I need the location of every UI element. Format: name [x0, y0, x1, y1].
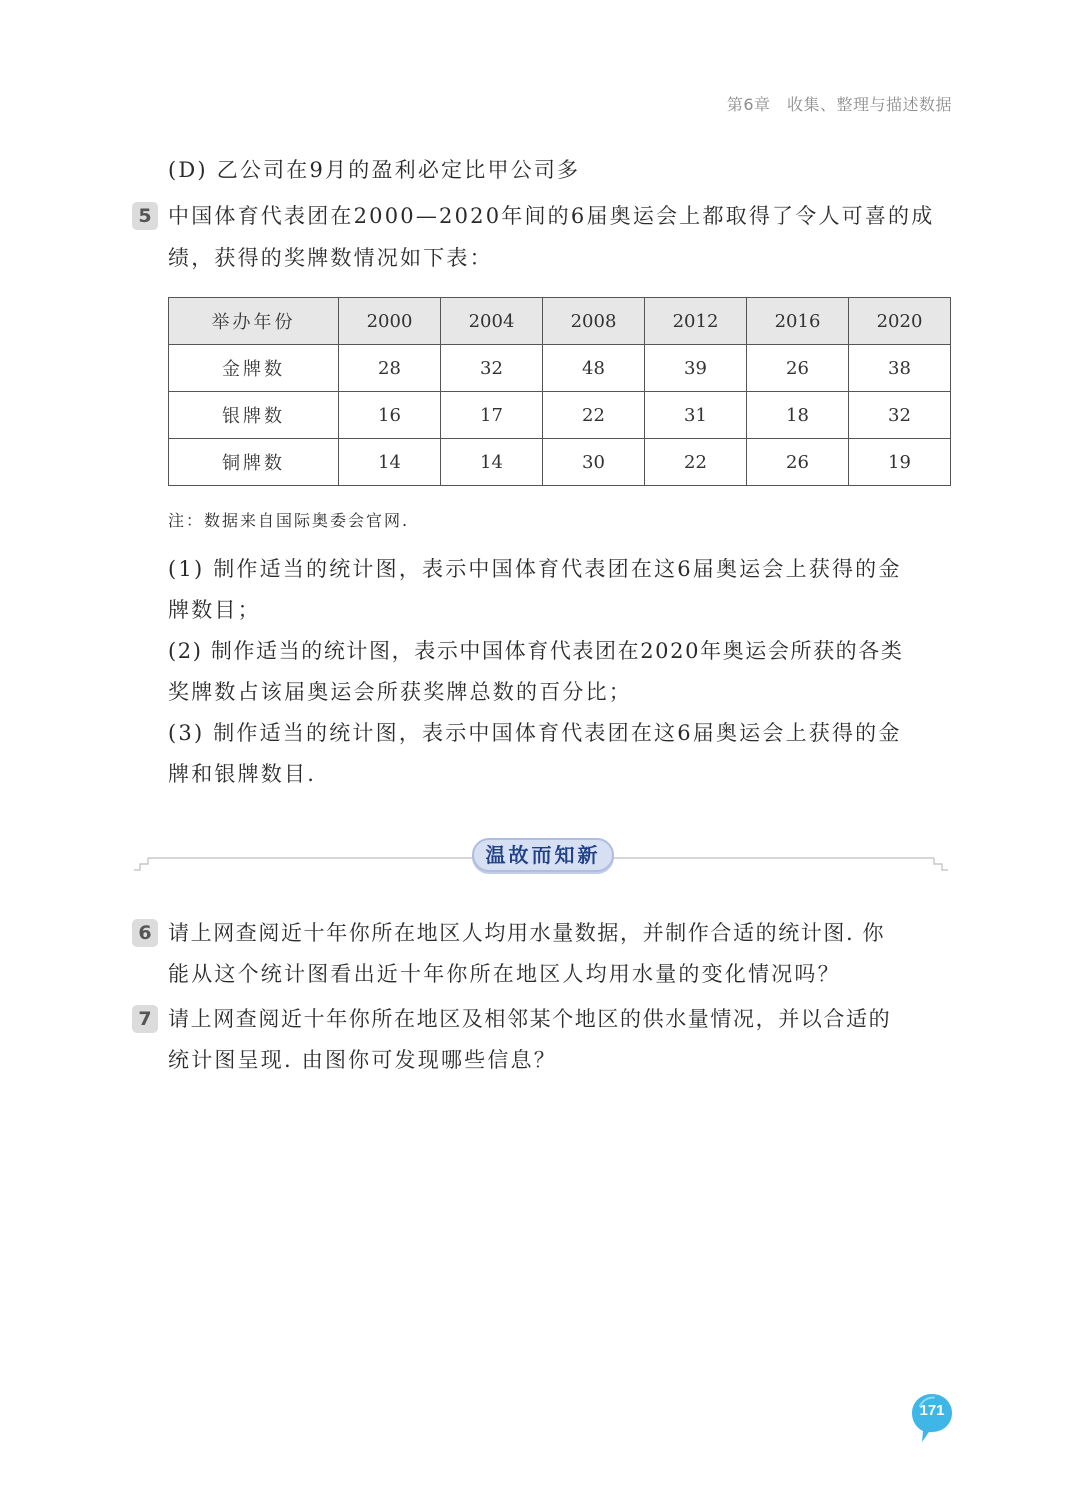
- table-header-cell: 2004: [441, 298, 543, 345]
- subquestion-1-line-2: 牌数目；: [168, 598, 261, 622]
- table-row: [169, 392, 951, 439]
- table-cell: 19: [849, 439, 951, 486]
- table-cell: 38: [849, 345, 951, 392]
- table-cell: 17: [441, 392, 543, 439]
- table-header-cell: 举办年份: [169, 298, 339, 345]
- table-header-cell: 2020: [849, 298, 951, 345]
- question-number-5: 5: [132, 202, 158, 230]
- table-note: 注：数据来自国际奥委会官网.: [168, 511, 410, 530]
- question-number-6: 6: [132, 919, 158, 947]
- subquestion-2-line-2: 奖牌数占该届奥运会所获奖牌总数的百分比；: [168, 680, 632, 704]
- table-cell: 48: [543, 345, 645, 392]
- table-cell: 30: [543, 439, 645, 486]
- table-header-row: [169, 298, 951, 345]
- table-cell: 22: [543, 392, 645, 439]
- option-d: (D) 乙公司在9月的盈利必定比甲公司多: [168, 158, 581, 182]
- table-header-cell: 2008: [543, 298, 645, 345]
- table-cell: 32: [441, 345, 543, 392]
- question-7-line-1: 请上网查阅近十年你所在地区及相邻某个地区的供水量情况，并以合适的: [168, 1007, 892, 1031]
- table-cell: 26: [747, 439, 849, 486]
- subquestion-3-line-1: (3) 制作适当的统计图，表示中国体育代表团在这6届奥运会上获得的金: [168, 721, 902, 745]
- chapter-header: 第6章 收集、整理与描述数据: [726, 95, 952, 114]
- subquestion-1-line-1: (1) 制作适当的统计图，表示中国体育代表团在这6届奥运会上获得的金: [168, 557, 902, 581]
- question-5-line-1: 中国体育代表团在2000—2020年间的6届奥运会上都取得了令人可喜的成: [168, 204, 935, 228]
- table-header-cell: 2016: [747, 298, 849, 345]
- table-row: [169, 439, 951, 486]
- table-row: [169, 345, 951, 392]
- question-number-7: 7: [132, 1005, 158, 1033]
- page-number-badge: [910, 1392, 954, 1444]
- table-cell: 18: [747, 392, 849, 439]
- table-cell: 铜牌数: [169, 439, 339, 486]
- table-cell: 金牌数: [169, 345, 339, 392]
- table-cell: 31: [645, 392, 747, 439]
- subquestion-2-line-1: (2) 制作适当的统计图，表示中国体育代表团在2020年奥运会所获的各类: [168, 639, 904, 663]
- table-cell: 32: [849, 392, 951, 439]
- table-cell: 14: [339, 439, 441, 486]
- table-cell: 银牌数: [169, 392, 339, 439]
- table-cell: 16: [339, 392, 441, 439]
- table-cell: 39: [645, 345, 747, 392]
- table-cell: 28: [339, 345, 441, 392]
- table-cell: 22: [645, 439, 747, 486]
- table-cell: 26: [747, 345, 849, 392]
- question-6-line-1: 请上网查阅近十年你所在地区人均用水量数据，并制作合适的统计图. 你: [168, 921, 886, 945]
- medal-table: [168, 297, 951, 486]
- subquestion-3-line-2: 牌和银牌数目.: [168, 762, 317, 786]
- table-header-cell: 2000: [339, 298, 441, 345]
- question-6-line-2: 能从这个统计图看出近十年你所在地区人均用水量的变化情况吗？: [168, 962, 841, 986]
- page-number: 171: [919, 1402, 945, 1419]
- section-title-review: 温故而知新: [472, 838, 614, 872]
- question-5-line-2: 绩，获得的奖牌数情况如下表：: [168, 246, 493, 270]
- table-header-cell: 2012: [645, 298, 747, 345]
- table-cell: 14: [441, 439, 543, 486]
- question-7-line-2: 统计图呈现. 由图你可发现哪些信息？: [168, 1048, 557, 1072]
